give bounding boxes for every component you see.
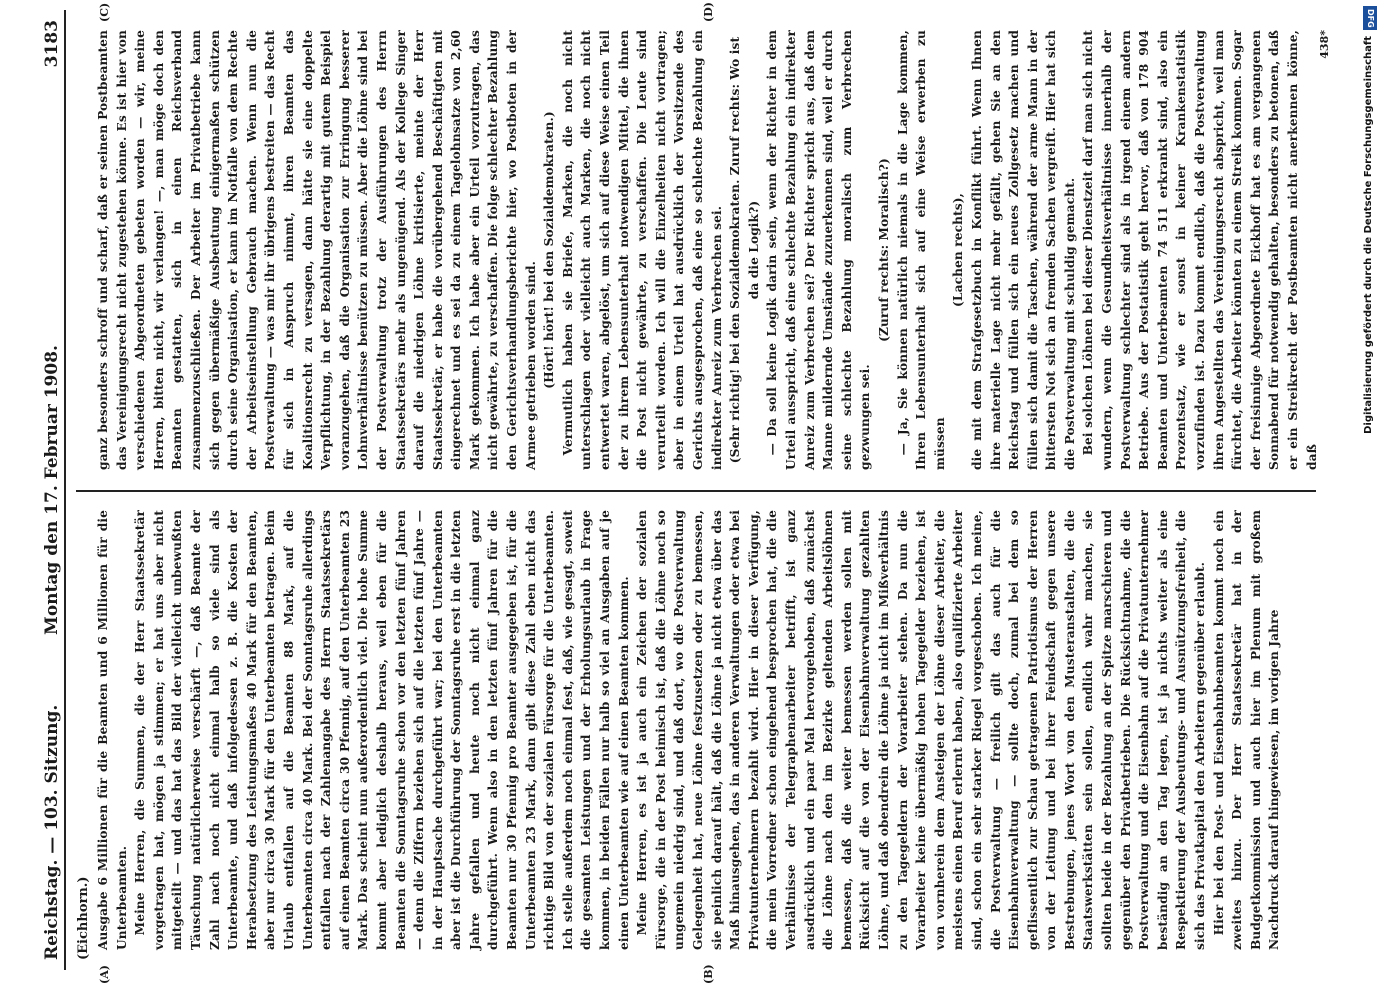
paragraph: Meine Herren, es ist ja auch ein Zeichen der sozialen Fürsorge, die in der Post heimisch ist, daß die Löhne noch so ungemein niedrig sind, und daß dort, wo die Postverwaltung Gelegenheit hat, neue Löhne festzusetzen oder zu bemessen, sie peinlich darauf hält, daß die Löhne ja nicht etwa über das Maß hinausgehen, das in anderen Verwaltungen oder etwa bei Privatunternehmern bezahlt wird. Hier in dieser Verfügung, die mein Vorredner schon eingehend besprochen hat, die die Verhältnisse der Telegraphenarbeiter betrifft, ist ganz ausdrücklich und ein paar Mal hervorgehoben, daß zunächst die Löhne nach den im Bezirke geltenden Arbeitslöhnen bemessen, daß die weiter bemessen werden sollen mit Rücksicht auf die von der Eisenbahnverwaltung gezahlten Löhne, und daß obendrein die Löhne ja nicht im Mißverhältnis zu den Tagegeldern der Vorarbeiter stehen. Da nun die Vorarbeiter keine übermäßig hohen Tagegelder beziehen, ist von vornherein dem Ansteigen der Löhne dieser Arbeiter, die meistens einen Beruf erlernt haben, also qualifizierte Arbeiter sind, schon ein sehr starker Riegel vorgeschoben. Ich meine, die Postverwaltung — freilich gilt das auch für die Eisenbahnverwaltung — sollte doch, zumal bei dem so geflissentlich zur Schau getragenen Patriotismus der Herren von der Leitung und bei ihrer Feindschaft gegen unsere Bestrebungen, jenes Wort von den Musteranstalten, die die Staatswerkstätten sein sollen, endlich wahr machen, sie sollten beide in der Bezahlung an der Spitze marschieren und gegenüber den Privatbetrieben. Die Rücksichtnahme, die die Postverwaltung und die Eisenbahn auf die Privatunternehmer beständig an den Tag legen, ist ja nichts weiter als eine Respektierung der Ausbeutungs- und Ausnützungsfreiheit, die sich das Privatkapital den Arbeitern gegenüber erlaubt. xyxy=(635,510,1208,950)
paragraph: — Da soll keine Logik darin sein, wenn der Richter in dem Urteil ausspricht, daß eine schlechte Bezahlung ein indirekter Anreiz zum Verbrechen sei? Der Richter spricht aus, daß dem Manne mildernde Umstände zuzuerkennen sind, weil er durch seine schlechte Bezahlung moralisch zum Verbrechen gezwungen sei. xyxy=(765,30,873,470)
header-date: Montag den 17. Februar 1908. xyxy=(42,345,62,635)
margin-marker-c: (C) xyxy=(98,2,111,22)
interjection: (Sehr richtig! bei den Sozialdemokraten. Zuruf rechts: Wo ist da die Logik?) xyxy=(728,36,761,464)
left-column xyxy=(94,510,1314,950)
paragraph: ganz besonders schroff und scharf, daß er seinen Postbeamten das Vereinigungsrecht nicht zugestehen könne. Es ist hier von verschiedenen Abgeordneten gebeten worden — wir, meine Herren, bitten nicht, wir verlangen! —, man möge doch den Beamten gestatten, sich in einen Reichsverband zusammenzuschließen. Der Arbeiter im Privatbetriebe kann sich gegen übermäßige Ausbeutung einigermaßen schützen durch seine Organisation, er kann im Notfalle von dem Rechte der Arbeitseinstellung Gebrauch machen. Wenn nun die Postverwaltung — was mir ihr übrigens bestreiten — das Recht für sich in Anspruch nimmt, ihren Beamten das Koalitionsrecht zu versagen, dann hätte sie eine doppelte Verpflichtung, in der Bezahlung derartig mit gutem Beispiel voranzugehen, daß die Organisation zur Erringung besserer Lohnverhältnisse benützen zu müssen. Aber die Löhne sind bei der Postverwaltung trotz der Ausführungen des Herrn Staatssekretärs mehr als ungenügend. Als der Kollege Singer darauf die niedrigen Löhne kritisierte, meinte der Herr Staatssekretär, er habe die vorübergehend Beschäftigten mit eingerechnet und es sei da zu einem Tagelohnsatze von 2,60 Mark gekommen. Ich habe aber ein Urteil vorzutragen, das nicht gewährte, zu verschaffen. Die folge schlechter Bezahlung den Gerichtsverhandlungsberichte hier, wo Postboten in der Armee getrieben worden sind. xyxy=(96,30,538,470)
speaker-label: (Eichhorn.) xyxy=(76,876,91,960)
interjection: (Lachen rechts), xyxy=(951,193,966,307)
header-left: Reichstag. — 103. Sitzung. xyxy=(42,704,62,960)
paragraph: Meine Herren, die Summen, die der Herr Staatssekretär vorgetragen hat, mögen ja stimmen; er hat uns aber nicht mitgeteilt — und das hat das Bild der vielleicht unbewußten Täuschung natürlicherweise verschärft —, daß Beamte der Zahl nach noch nicht einmal halb so viele sind als Unterbeamte, und daß infolgedessen z. B. die Kosten der Herabsetzung des Leistungsmaßes 40 Mark für den Beamten, aber nur circa 30 Mark für den Unterbeamten betragen. Beim Urlaub entfallen auf die Beamten 88 Mark, auf die Unterbeamten circa 40 Mark. Bei der Sonntagsruhe allerdings entfallen nach der Zahlenangabe des Herrn Staatssekretärs auf einen Beamten circa 30 Pfennig, auf den Unterbeamten 23 Mark. Das scheint nun außerordentlich viel. Die hohe Summe kommt aber lediglich deshalb heraus, weil eben für die Beamten die Sonntagsruhe schon vor den letzten fünf Jahren — denn die Ziffern beziehen sich auf die letzten fünf Jahre — in der Hauptsache durchgeführt war; bei den Unterbeamten aber ist die Durchführung der Sonntagsruhe erst in die letzten Jahre gefallen und heute noch nicht einmal ganz durchgeführt. Wenn also in den letzten fünf Jahren für die Beamten nur 30 Pfennig pro Beamter ausgegeben ist, für die Unterbeamten 23 Mark, dann gibt diese Zahl eben nicht das richtige Bild von der sozialen Fürsorge für die Unterbeamten. Ich stelle außerdem noch einmal fest, daß, wie gesagt, soweit die gesamten Leistungen und der Erholungsurlaub in Frage kommen, in beiden Fällen nur halb so viel an Ausgaben auf je einen Unterbeamten wie auf einen Beamten kommen. xyxy=(133,510,631,950)
header-rule xyxy=(64,10,66,970)
right-column xyxy=(94,30,1319,470)
dfg-credit xyxy=(1361,0,1381,1000)
dfg-logo: DFG xyxy=(1363,6,1377,30)
paragraph: Bei solchen Löhnen bei dieser Dienstzeit darf man sich nicht wundern, wenn die Gesundheitsverhältnisse innerhalb der Postverwaltung schlechter sind als in irgend einem andern Betriebe. Aus der Postatistik geht hervor, daß von 178 904 Beamten und Unterbeamten 74 511 erkrankt sind, also ein Prozentsatz, wie er sonst in keiner Krankenstatistik vorzufinden ist. Dazu kommt endlich, daß die Postverwaltung ihren Angestellten das Vereinigungsrecht abspricht, weil man fürchtet, die Arbeiter könnten zu einem Streik kommen. Sogar der freisinnige Abgeordnete Eickhoff hat es am vergangenen Sonnabend für notwendig gehalten, besonders zu betonen, daß er ein Streikrecht der Postbeamten nicht anerkennen könne, daß xyxy=(1081,30,1319,470)
interjection: (Zuruf rechts: Moralisch?) xyxy=(876,158,891,342)
column-divider xyxy=(76,490,1316,492)
margin-marker-a: (A) xyxy=(98,965,111,984)
paragraph: die mit dem Strafgesetzbuch in Konflikt führt. Wenn Ihnen ihre materielle Lage nicht mehr gefällt, gehen Sie an den Reichstag und füllen sich ein neues Zollgesetz machen und füllen sich damit die Taschen, während der arme Mann in der bittersten Not sich an fremden Sachen vergreift. Hier hat sich die Postverwaltung mit schuldig gemacht. xyxy=(969,30,1077,470)
paragraph: Vermutlich haben sie Briefe, Marken, die noch nicht unterschlagen oder vielleicht auch Marken, die noch nicht entwertet waren, abgelöst, um sich auf diese Weise einen Teil der zu ihrem Lebensunterhalt notwendigen Mittel, die ihnen die Post nicht gewährte, zu verschaffen. Die Leute sind verurteilt worden. Ich will die Einzelheiten nicht vortragen; aber in einem Urteil hat ausdrücklich der Vorsitzende des Gerichts ausgesprochen, daß eine so schlechte Bezahlung ein indirekter Anreiz zum Verbrechen sei. xyxy=(560,30,724,470)
footnote-number: 438* xyxy=(1318,30,1331,59)
paragraph: Ausgabe 6 Millionen für die Beamten und 6 Millionen für die Unterbeamten. xyxy=(96,510,129,950)
margin-marker-b: (B) xyxy=(702,964,715,984)
margin-marker-d: (D) xyxy=(702,2,715,22)
dfg-credit-text: Digitalisierung gefördert durch die Deutsche Forschungsgemeinschaft xyxy=(1363,36,1374,434)
paragraph: Hier bei den Post- und Eisenbahnbeamten kommt noch ein zweites hinzu. Der Herr Staatssekretär hat in der Budgetkommission und auch hier im Plenum mit großem Nachdruck darauf hingewiesen, im vorigen Jahre xyxy=(1211,510,1282,950)
paragraph: — Ja, Sie können natürlich niemals in die Lage kommen, Ihren Lebensunterhalt sich auf eine Weise erwerben zu müssen xyxy=(895,30,947,470)
interjection: (Hört! hört! bei den Sozialdemokraten.) xyxy=(542,111,557,389)
page-number: 3183 xyxy=(42,20,62,68)
document-page xyxy=(20,0,1360,990)
